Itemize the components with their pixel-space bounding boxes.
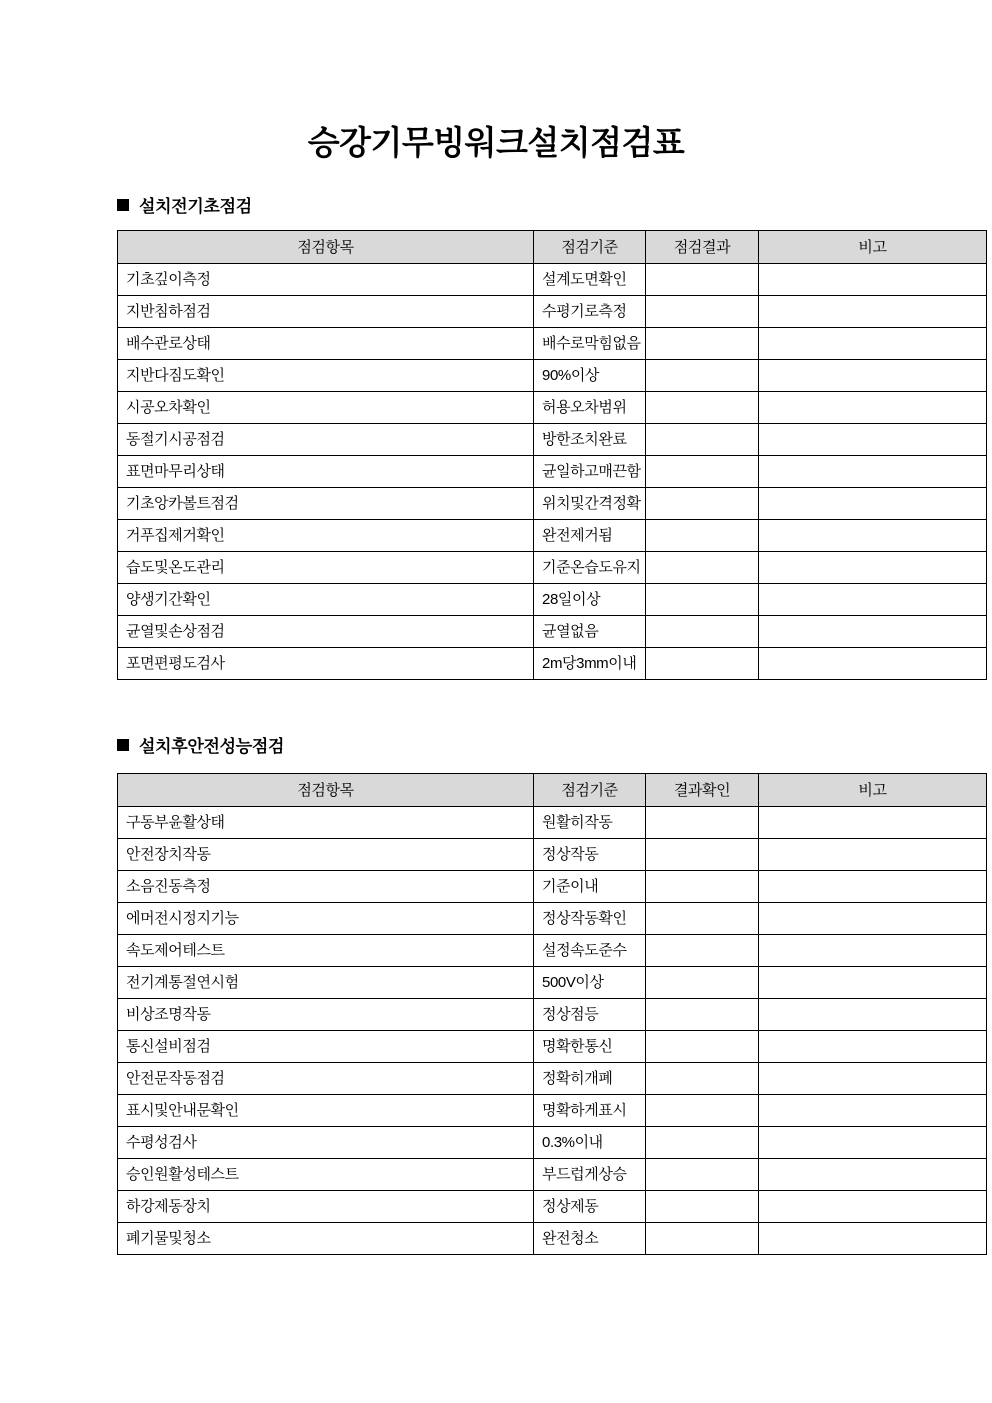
cell-result[interactable] (646, 584, 759, 616)
section-heading-label: 설치후안전성능점검 (139, 737, 285, 756)
cell-standard: 2m당3mm이내 (534, 648, 646, 680)
table-header-row (118, 231, 987, 264)
table-row (118, 967, 987, 999)
table-row (118, 456, 987, 488)
cell-standard: 원활히작동 (534, 807, 646, 839)
table-row (118, 839, 987, 871)
table-row (118, 424, 987, 456)
cell-item: 지반다짐도확인 (118, 360, 534, 392)
cell-note[interactable] (759, 967, 987, 999)
table-header (118, 231, 987, 264)
cell-note[interactable] (759, 456, 987, 488)
cell-note[interactable] (759, 296, 987, 328)
black-square-bullet-icon (117, 199, 129, 211)
cell-standard: 기준이내 (534, 871, 646, 903)
cell-note[interactable] (759, 1159, 987, 1191)
cell-result[interactable] (646, 935, 759, 967)
cell-note[interactable] (759, 807, 987, 839)
cell-note[interactable] (759, 328, 987, 360)
cell-note[interactable] (759, 935, 987, 967)
table-row (118, 935, 987, 967)
cell-note[interactable] (759, 552, 987, 584)
cell-note[interactable] (759, 264, 987, 296)
cell-standard: 허용오차범위 (534, 392, 646, 424)
cell-note[interactable] (759, 584, 987, 616)
table-row (118, 903, 987, 935)
cell-note[interactable] (759, 1127, 987, 1159)
cell-item: 양생기간확인 (118, 584, 534, 616)
column-header-item: 점검항목 (118, 774, 534, 807)
cell-item: 수평성검사 (118, 1127, 534, 1159)
cell-note[interactable] (759, 360, 987, 392)
pre-install-inspection-table (117, 230, 987, 680)
cell-item: 거푸집제거확인 (118, 520, 534, 552)
cell-standard: 명확하게표시 (534, 1095, 646, 1127)
cell-standard: 0.3%이내 (534, 1127, 646, 1159)
cell-result[interactable] (646, 616, 759, 648)
cell-result[interactable] (646, 552, 759, 584)
cell-result[interactable] (646, 1159, 759, 1191)
cell-result[interactable] (646, 424, 759, 456)
cell-standard: 배수로막힘없음 (534, 328, 646, 360)
cell-item: 안전장치작동 (118, 839, 534, 871)
cell-note[interactable] (759, 1063, 987, 1095)
cell-standard: 설정속도준수 (534, 935, 646, 967)
cell-standard: 완전청소 (534, 1223, 646, 1255)
cell-item: 배수관로상태 (118, 328, 534, 360)
cell-result[interactable] (646, 264, 759, 296)
cell-standard: 정상작동확인 (534, 903, 646, 935)
cell-result[interactable] (646, 520, 759, 552)
cell-item: 폐기물및청소 (118, 1223, 534, 1255)
cell-note[interactable] (759, 1031, 987, 1063)
cell-note[interactable] (759, 903, 987, 935)
table-row (118, 1191, 987, 1223)
table-row (118, 392, 987, 424)
table-header-row (118, 774, 987, 807)
cell-result[interactable] (646, 296, 759, 328)
table-row (118, 296, 987, 328)
cell-result[interactable] (646, 648, 759, 680)
cell-standard: 방한조치완료 (534, 424, 646, 456)
cell-result[interactable] (646, 1127, 759, 1159)
cell-result[interactable] (646, 999, 759, 1031)
cell-result[interactable] (646, 328, 759, 360)
table-row (118, 807, 987, 839)
cell-note[interactable] (759, 839, 987, 871)
table-row (118, 648, 987, 680)
cell-standard: 수평기로측정 (534, 296, 646, 328)
column-header-item: 점검항목 (118, 231, 534, 264)
cell-item: 에머전시정지기능 (118, 903, 534, 935)
table-row (118, 1063, 987, 1095)
cell-standard: 정상작동 (534, 839, 646, 871)
cell-note[interactable] (759, 616, 987, 648)
cell-standard: 정상점등 (534, 999, 646, 1031)
cell-item: 통신설비점검 (118, 1031, 534, 1063)
table-row (118, 871, 987, 903)
cell-result[interactable] (646, 903, 759, 935)
cell-result[interactable] (646, 392, 759, 424)
cell-standard: 균열없음 (534, 616, 646, 648)
cell-item: 동절기시공점검 (118, 424, 534, 456)
column-header-standard: 점검기준 (534, 231, 646, 264)
table-row (118, 616, 987, 648)
cell-standard: 부드럽게상승 (534, 1159, 646, 1191)
cell-item: 시공오차확인 (118, 392, 534, 424)
section-heading-pre-install (117, 192, 252, 217)
table-row (118, 264, 987, 296)
column-header-note: 비고 (759, 774, 987, 807)
table-row (118, 1095, 987, 1127)
table-body (118, 807, 987, 1255)
table-row (118, 552, 987, 584)
cell-result[interactable] (646, 456, 759, 488)
cell-note[interactable] (759, 1223, 987, 1255)
section-heading-label: 설치전기초점검 (139, 197, 252, 216)
cell-result[interactable] (646, 1095, 759, 1127)
cell-item: 기초앙카볼트점검 (118, 488, 534, 520)
table-row (118, 584, 987, 616)
cell-standard: 90%이상 (534, 360, 646, 392)
cell-item: 속도제어테스트 (118, 935, 534, 967)
table-row (118, 488, 987, 520)
cell-standard: 설계도면확인 (534, 264, 646, 296)
cell-item: 소음진동측정 (118, 871, 534, 903)
post-install-inspection-table (117, 773, 987, 1255)
cell-standard: 완전제거됨 (534, 520, 646, 552)
table-row (118, 1127, 987, 1159)
page-title: 승강기무빙워크설치점검표 (307, 124, 685, 162)
cell-note[interactable] (759, 871, 987, 903)
cell-item: 지반침하점검 (118, 296, 534, 328)
table-header (118, 774, 987, 807)
cell-result[interactable] (646, 839, 759, 871)
cell-item: 표면마무리상태 (118, 456, 534, 488)
cell-standard: 500V이상 (534, 967, 646, 999)
table-row (118, 999, 987, 1031)
cell-note[interactable] (759, 520, 987, 552)
table-row (118, 1223, 987, 1255)
cell-item: 습도및온도관리 (118, 552, 534, 584)
cell-result[interactable] (646, 1031, 759, 1063)
cell-note[interactable] (759, 999, 987, 1031)
cell-note[interactable] (759, 424, 987, 456)
cell-item: 균열및손상점검 (118, 616, 534, 648)
black-square-bullet-icon (117, 739, 129, 751)
cell-result[interactable] (646, 1063, 759, 1095)
cell-item: 전기계통절연시험 (118, 967, 534, 999)
cell-item: 표시및안내문확인 (118, 1095, 534, 1127)
cell-note[interactable] (759, 392, 987, 424)
cell-note[interactable] (759, 648, 987, 680)
table-row (118, 1159, 987, 1191)
cell-result[interactable] (646, 1223, 759, 1255)
table-body (118, 264, 987, 680)
cell-note[interactable] (759, 1095, 987, 1127)
cell-note[interactable] (759, 488, 987, 520)
column-header-note: 비고 (759, 231, 987, 264)
cell-item: 승인원활성테스트 (118, 1159, 534, 1191)
cell-standard: 정상제동 (534, 1191, 646, 1223)
cell-result[interactable] (646, 488, 759, 520)
column-header-result: 결과확인 (646, 774, 759, 807)
cell-item: 비상조명작동 (118, 999, 534, 1031)
column-header-standard: 점검기준 (534, 774, 646, 807)
column-header-result: 점검결과 (646, 231, 759, 264)
section-heading-post-install (117, 732, 284, 757)
table-row (118, 520, 987, 552)
cell-result[interactable] (646, 807, 759, 839)
cell-item: 기초깊이측정 (118, 264, 534, 296)
table-row (118, 360, 987, 392)
cell-standard: 위치및간격정확 (534, 488, 646, 520)
table-row (118, 1031, 987, 1063)
cell-result[interactable] (646, 1191, 759, 1223)
cell-standard: 균일하고매끈함 (534, 456, 646, 488)
table-row (118, 328, 987, 360)
cell-item: 포면편평도검사 (118, 648, 534, 680)
cell-result[interactable] (646, 360, 759, 392)
cell-item: 구동부윤활상태 (118, 807, 534, 839)
cell-item: 하강제동장치 (118, 1191, 534, 1223)
cell-note[interactable] (759, 1191, 987, 1223)
cell-standard: 정확히개폐 (534, 1063, 646, 1095)
cell-standard: 기준온습도유지 (534, 552, 646, 584)
cell-item: 안전문작동점검 (118, 1063, 534, 1095)
cell-result[interactable] (646, 871, 759, 903)
cell-standard: 28일이상 (534, 584, 646, 616)
cell-standard: 명확한통신 (534, 1031, 646, 1063)
cell-result[interactable] (646, 967, 759, 999)
